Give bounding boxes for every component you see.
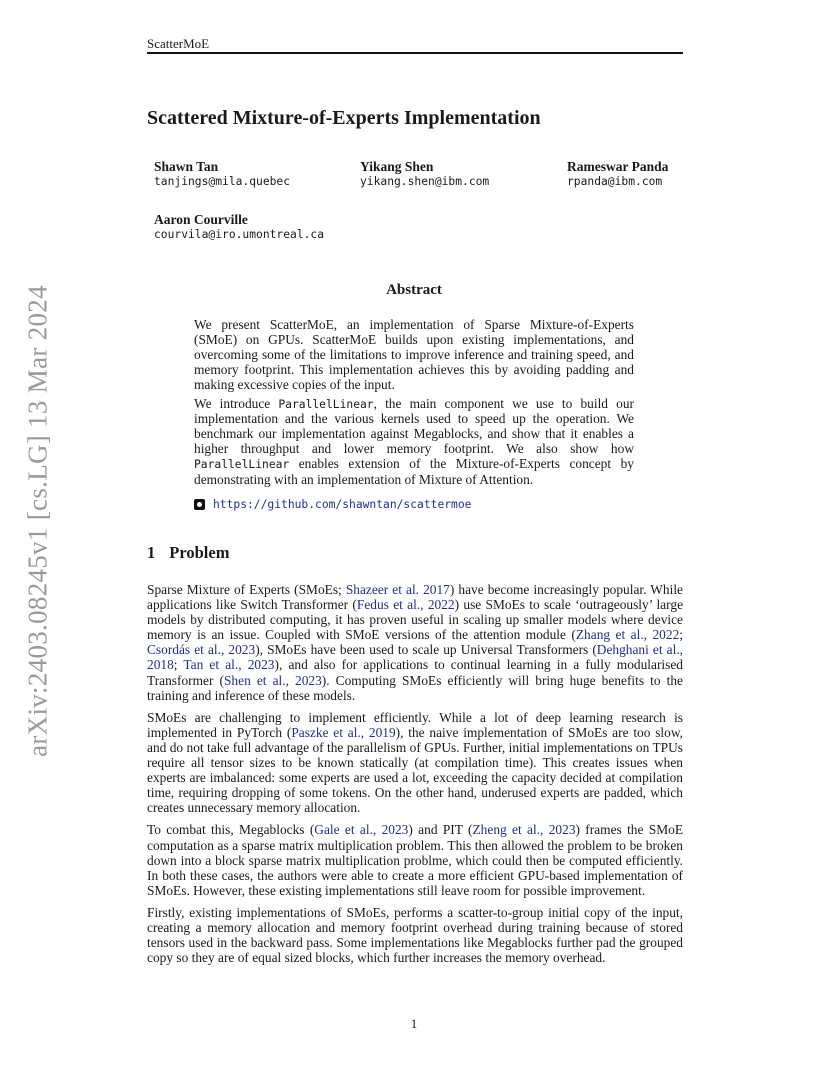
citation-link[interactable]: Zhang et al., 2022 bbox=[575, 627, 680, 643]
abstract-text: We introduce bbox=[194, 395, 279, 411]
abstract-heading: Abstract bbox=[386, 282, 442, 298]
body-text: ), SMoEs have been used to scale up Universal Transformers ( bbox=[255, 642, 597, 658]
section-title: Problem bbox=[169, 543, 230, 562]
body-text: ; bbox=[679, 627, 683, 643]
body-paragraph-2 bbox=[147, 710, 683, 816]
body-paragraph-4 bbox=[147, 905, 683, 965]
citation-link[interactable]: Fedus et al., 2022 bbox=[356, 597, 455, 613]
citation-link[interactable]: Shazeer et al. 2017 bbox=[345, 582, 450, 597]
author-4 bbox=[154, 212, 324, 241]
citation-link[interactable]: Paszke et al., 2019 bbox=[291, 724, 396, 740]
repo-link[interactable]: https://github.com/shawntan/scattermoe bbox=[213, 498, 472, 511]
body-text: SMoEs are challenging to implement efficiently. While a lot of deep learning research is implemented in PyTorch ( bbox=[147, 709, 683, 740]
author-email[interactable]: yikang.shen@ibm.com bbox=[360, 175, 490, 188]
section-body bbox=[147, 582, 683, 972]
repo-link-row bbox=[194, 498, 471, 511]
page-number: 1 bbox=[410, 1016, 418, 1031]
author-3 bbox=[567, 159, 668, 188]
citation-link[interactable]: Dehghani et al., 2018 bbox=[147, 642, 684, 673]
section-number: 1 bbox=[147, 543, 156, 562]
body-text: Firstly, existing implementations of SMoEs, performs a scatter-to-group initial copy of the input, creating a memory allocation and memory footprint overhead during training because of stored tensors used in the backward pass. Some implementations like Megablocks further pad the grouped copy so they are of equal sized blocks, which further increases the memory overhead. bbox=[147, 904, 683, 966]
body-paragraph-3 bbox=[147, 822, 683, 897]
citation-link[interactable]: Csordás et al., 2023 bbox=[147, 642, 256, 658]
abstract-paragraph-1: We present ScatterMoE, an implementation of Sparse Mixture-of-Experts (SMoE) on GPUs. ScatterMoE builds upon existing implementations, and overcoming some of the limitations to improve inference and training speed, and memory footprint. This implementation achieves this by avoiding padding and making excessive copies of the input. bbox=[194, 317, 634, 392]
author-name: Aaron Courville bbox=[154, 212, 248, 227]
citation-link[interactable]: Tan et al., 2023 bbox=[183, 657, 275, 673]
body-text: ) and PIT ( bbox=[408, 822, 473, 838]
author-name: Shawn Tan bbox=[154, 159, 219, 174]
code-term: ParallelLinear bbox=[194, 458, 290, 472]
body-text: ) use SMoEs to scale ‘outrageously’ large models by distributed computing, it has proven useful in scaling up smaller models where device memory is an issue. Coupled with SMoE versions of the attention module ( bbox=[147, 597, 684, 643]
body-text: Sparse Mixture of Experts (SMoEs; bbox=[147, 582, 346, 597]
running-head: ScatterMoE bbox=[147, 36, 210, 51]
body-text: ; bbox=[173, 657, 184, 673]
author-email[interactable]: tanjings@mila.quebec bbox=[154, 175, 291, 188]
author-name: Yikang Shen bbox=[360, 159, 434, 174]
author-email[interactable]: courvila@iro.umontreal.ca bbox=[154, 228, 325, 241]
body-paragraph-1 bbox=[147, 582, 683, 703]
citation-link[interactable]: Shen et al., 2023 bbox=[223, 672, 322, 688]
body-text: ), the naive implementation of SMoEs are too slow, and do not take full advantage of the parallelism of GPUs. Further, initial implementations on TPUs require all tensor sizes to be known statically (at compilation time). This creates issues when experts are imbalanced: some experts are used a lot, exceeding the capacity decided at compilation time, requiring dropping of some tokens. On the other hand, underused experts are padded, which creates unnecessary memory allocation. bbox=[147, 724, 683, 816]
body-text: To combat this, Megablocks ( bbox=[147, 822, 315, 838]
section-heading bbox=[147, 543, 229, 563]
author-2 bbox=[360, 159, 489, 188]
code-term: ParallelLinear bbox=[278, 397, 374, 411]
body-text: ), and also for applications to continual learning in a fully modularised Transformer ( bbox=[147, 657, 684, 688]
body-text: ) frames the SMoE computation as a sparse matrix multiplication problem. This then allowed the problem to be broken down into a block sparse matrix multiplication problme, which could then be computed efficiently. In both these cases, the authors were able to create a more efficient GPU-based implementation of SMoEs. However, these existing implementations still leave room for possible improvement. bbox=[147, 822, 683, 898]
body-text: ) have become increasingly popular. While applications like Switch Transformer ( bbox=[147, 582, 683, 613]
abstract-text: enables extension of the Mixture-of-Experts concept by demonstrating with an implementation of Mixture of Attention. bbox=[194, 456, 634, 488]
paper-title: Scattered Mixture-of-Experts Implementation bbox=[147, 107, 541, 129]
abstract-body bbox=[194, 318, 634, 492]
author-email[interactable]: rpanda@ibm.com bbox=[567, 175, 663, 188]
author-name: Rameswar Panda bbox=[567, 159, 669, 174]
citation-link[interactable]: Zheng et al., 2023 bbox=[472, 822, 576, 838]
arxiv-stamp: arXiv:2403.08245v1 [cs.LG] 13 Mar 2024 bbox=[22, 285, 53, 757]
abstract-text: , the main component we use to build our implementation and the various kernels used to speed up the operation. We benchmark our implementation against Megablocks, and show that it enables a higher throughput and lower memory footprint. We also show how bbox=[194, 395, 634, 457]
header-rule bbox=[147, 52, 683, 54]
github-icon bbox=[194, 499, 205, 510]
abstract-paragraph-2 bbox=[194, 397, 634, 488]
author-1 bbox=[154, 159, 290, 188]
citation-link[interactable]: Gale et al., 2023 bbox=[314, 822, 409, 838]
body-text: ). Computing SMoEs efficiently will bring huge benefits to the training and inference of these models. bbox=[147, 672, 683, 703]
